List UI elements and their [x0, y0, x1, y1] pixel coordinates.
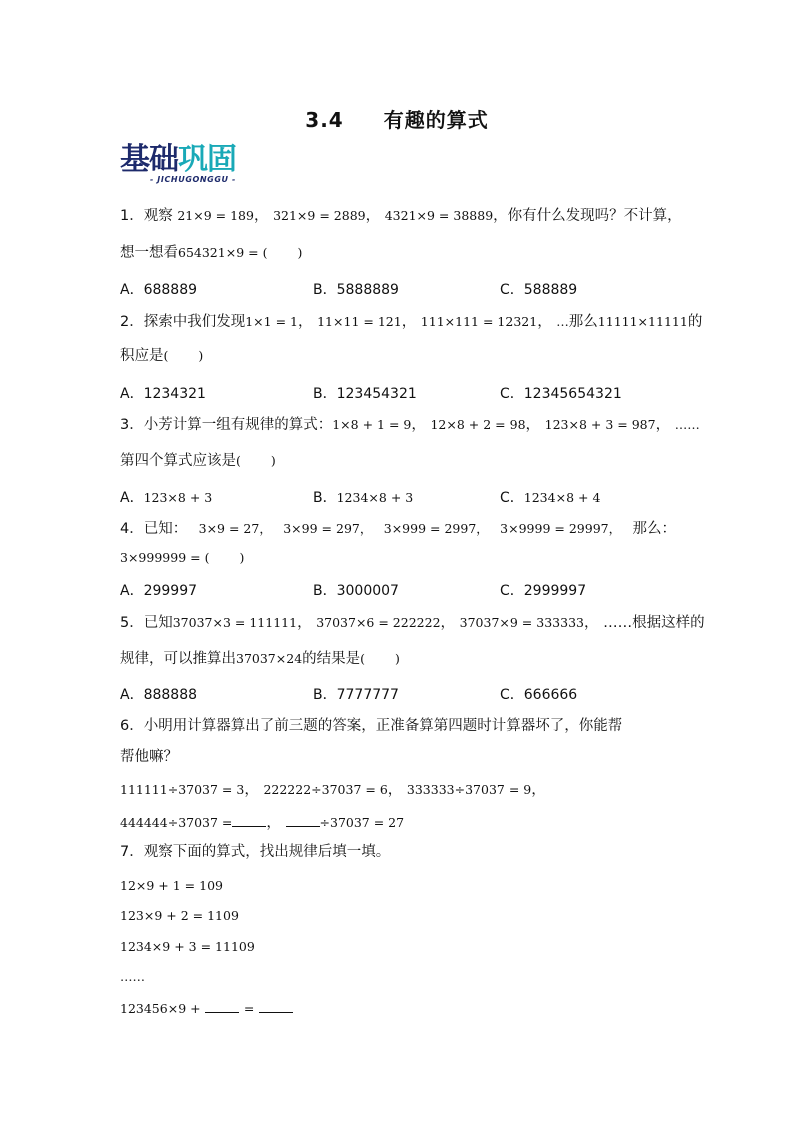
q3-open-paren: (	[236, 453, 241, 468]
q7-blank-1[interactable]	[205, 1000, 239, 1013]
q5-option-b[interactable]: B．7777777	[313, 687, 399, 703]
q2-eq2: 11×11 = 121	[317, 314, 402, 329]
q4-option-c[interactable]: C．2999997	[500, 583, 587, 599]
q3-option-c-label: C．	[500, 490, 524, 506]
q1-line2	[120, 243, 302, 263]
logo-text-a: 基础	[120, 142, 178, 177]
q2-option-b[interactable]: B．123454321	[313, 386, 417, 402]
q5-expression: 37037×24	[236, 651, 303, 666]
q6-blank-2[interactable]	[286, 814, 320, 827]
q3-close-paren: )	[270, 453, 276, 468]
q6-line3: 111111÷37037 = 3， 222222÷37037 = 6， 333333÷37037 = 9，	[120, 782, 546, 798]
q4-eq2: 3×99 = 297，	[283, 521, 373, 536]
q4-eq1: 3×9 = 27，	[198, 521, 272, 536]
q3-option-b[interactable]	[313, 488, 413, 508]
q5-eq2: 37037×6 = 222222	[316, 615, 441, 630]
q2-option-c[interactable]: C．12345654321	[500, 386, 622, 402]
q2-open-paren: (	[163, 348, 169, 363]
q3-eq3: 123×8 + 3 = 987	[544, 417, 656, 432]
q3-option-a-math: 123×8 + 3	[143, 490, 213, 505]
q1-expression: 654321×9 = (	[178, 245, 268, 260]
q5-line2-prefix: 规律，可以推算出	[120, 651, 236, 667]
q4-option-b[interactable]: B．3000007	[313, 583, 399, 599]
q7-line1: 7．观察下面的算式，找出规律后填一填。	[120, 844, 391, 860]
q4-line2	[120, 548, 244, 568]
q6-line4: 444444÷37037 = ， ÷37037 = 27	[120, 815, 405, 831]
q5-prefix: 5．已知	[120, 615, 173, 631]
q1-option-a[interactable]: A．688889	[120, 282, 198, 298]
q1-prefix: 1．观察	[120, 208, 173, 224]
q5-suffix: ……根据这样的	[603, 615, 705, 631]
q3-eq1: 1×8 + 1 = 9	[332, 417, 412, 432]
q5-line2-suffix: 的结果是	[302, 651, 361, 667]
q2-ellipsis: …	[556, 314, 569, 329]
q3-line2	[120, 451, 276, 471]
q7-row-3: 1234×9 + 3 = 11109	[120, 939, 255, 954]
q6-line2: 帮他嘛？	[120, 749, 178, 765]
q5-eq3: 37037×9 = 333333	[459, 615, 584, 630]
q4-close-paren: )	[239, 550, 245, 565]
q2-eq3: 111×111 = 12321	[420, 314, 538, 329]
q1-line1: 1．观察 21×9 = 189， 321×9 = 2889， 4321×9 = 38889，你有什么发现吗？不计算，	[120, 208, 682, 224]
q7-row-2: 123×9 + 2 = 1109	[120, 908, 239, 923]
q4-eq4: 3×9999 = 29997，	[500, 521, 622, 536]
page-title	[0, 104, 794, 133]
q4-line1	[120, 519, 676, 539]
q7-row-1: 12×9 + 1 = 109	[120, 878, 223, 893]
q6-eq5: ÷37037 = 27	[319, 815, 405, 830]
q4-prefix: 4．已知：	[120, 521, 188, 537]
logo-text-b: 巩固	[178, 142, 236, 177]
q1-line2-prefix: 想一想看	[120, 245, 178, 261]
q1-option-c[interactable]: C．588889	[500, 282, 578, 298]
q3-prefix: 3．小芳计算一组有规律的算式：	[120, 417, 333, 433]
q1-eq2: 321×9 = 2889	[273, 208, 366, 223]
q2-mid: 那么	[568, 314, 598, 330]
q2-line2	[120, 346, 203, 366]
q3-option-a[interactable]	[120, 488, 212, 508]
q2-option-a[interactable]: A．1234321	[120, 386, 206, 402]
q5-line2	[120, 649, 400, 669]
q1-close-paren: )	[297, 245, 303, 260]
q6-line1: 6．小明用计算器算出了前三题的答案，正准备算第四题时计算器坏了，你能帮	[120, 718, 623, 734]
q2-line1: 2．探索中我们发现1×1 = 1， 11×11 = 121， 111×111 = 12321， …那么11111×11111的	[120, 314, 703, 330]
q1-eq3: 4321×9 = 38889	[384, 208, 494, 223]
q3-option-c-math: 1234×8 + 4	[523, 490, 601, 505]
q3-option-c[interactable]	[500, 488, 600, 508]
q6-eq4: 444444÷37037 =	[120, 815, 233, 830]
q5-option-c[interactable]: C．666666	[500, 687, 578, 703]
q6-eq3: 333333÷37037 = 9	[406, 782, 532, 797]
q3-eq2: 12×8 + 2 = 98	[430, 417, 526, 432]
q7-last-row	[120, 999, 293, 1019]
section-title: 有趣的算式	[383, 108, 489, 132]
q2-expression: 11111×11111	[597, 314, 688, 329]
q7-last-expression: 123456×9 +	[120, 1001, 201, 1016]
q2-close-paren: )	[198, 348, 204, 363]
q5-close-paren: )	[395, 651, 400, 666]
q1-eq1: 21×9 = 189	[177, 208, 254, 223]
q5-open-paren: (	[360, 651, 366, 666]
q4-option-a[interactable]: A．299997	[120, 583, 198, 599]
q6-blank-1[interactable]	[232, 814, 266, 827]
q1-option-b[interactable]: B．5888889	[313, 282, 399, 298]
q7-equals: =	[243, 1001, 255, 1016]
q5-line1: 5．已知37037×3 = 111111， 37037×6 = 222222， 37037×9 = 333333， ……根据这样的	[120, 615, 705, 631]
q7-row-4: ……	[120, 969, 145, 984]
q4-eq3: 3×999 = 2997，	[383, 521, 489, 536]
logo-subtitle: - JICHUGONGGU -	[150, 175, 236, 184]
q5-eq1: 37037×3 = 111111	[172, 615, 298, 630]
q3-option-b-math: 1234×8 + 3	[336, 490, 414, 505]
q3-ellipsis: ……	[674, 417, 700, 432]
jichugonggu-logo	[120, 143, 265, 189]
q3-option-b-label: B．	[313, 490, 337, 506]
q4-then: 那么：	[632, 521, 676, 537]
q3-line2-prefix: 第四个算式应该是	[120, 453, 236, 469]
q2-eq1: 1×1 = 1	[245, 314, 298, 329]
q6-eq2: 222222÷37037 = 6	[263, 782, 388, 797]
logo-text	[120, 143, 265, 177]
q3-option-a-label: A．	[120, 490, 144, 506]
q7-blank-2[interactable]	[259, 1000, 293, 1013]
section-number: 3.4	[305, 108, 344, 132]
q5-option-a[interactable]: A．888888	[120, 687, 198, 703]
q2-prefix: 2．探索中我们发现	[120, 314, 246, 330]
q3-line1: 3．小芳计算一组有规律的算式：1×8 + 1 = 9， 12×8 + 2 = 98， 123×8 + 3 = 987， ……	[120, 417, 700, 433]
q2-suffix: 的	[687, 314, 703, 330]
q6-eq1: 111111÷37037 = 3	[120, 782, 245, 797]
q1-suffix: 你有什么发现吗？不计算，	[507, 208, 682, 224]
q2-line2-prefix: 积应是	[120, 348, 164, 364]
q4-expression: 3×999999 = (	[120, 550, 210, 565]
